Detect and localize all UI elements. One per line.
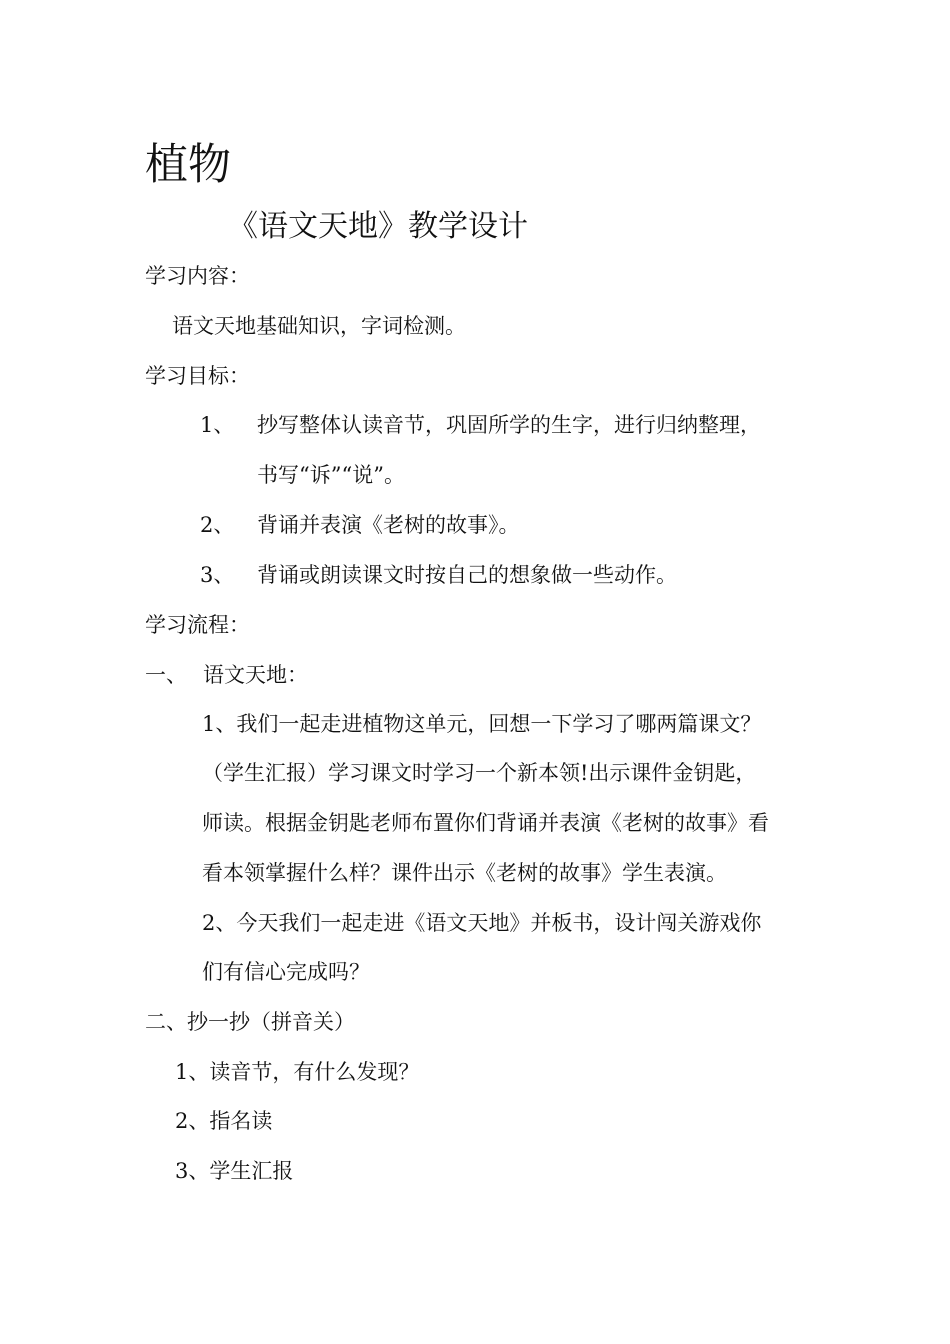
paragraph-line: （学生汇报）学习课文时学习一个新本领!出示课件金钥匙， [202, 761, 757, 785]
list-item: 2、指名读 [175, 1109, 273, 1133]
paragraph-line: 2、今天我们一起走进《语文天地》并板书，设计闯关游戏你 [202, 911, 762, 935]
section-number: 一、 [145, 663, 187, 687]
goal-number: 2、 [200, 513, 235, 537]
goal-text: 抄写整体认读音节，巩固所学的生字，进行归纳整理， [257, 413, 761, 437]
goal-text: 背诵或朗读课文时按自己的想象做一些动作。 [257, 563, 677, 587]
section-heading: 语文天地： [203, 663, 308, 687]
goal-number: 3、 [200, 563, 235, 587]
section-heading: 二、抄一抄（拼音关） [145, 1010, 355, 1034]
paragraph-line: 们有信心完成吗？ [202, 960, 370, 984]
paragraph-line: 师读。根据金钥匙老师布置你们背诵并表演《老树的故事》看 [202, 811, 769, 835]
document-subtitle: 《语文天地》教学设计 [228, 209, 528, 244]
paragraph-line: 看本领掌握什么样？课件出示《老树的故事》学生表演。 [202, 861, 727, 885]
process-label: 学习流程： [145, 613, 250, 637]
goal-number: 1、 [200, 413, 235, 437]
goals-label: 学习目标： [145, 364, 250, 388]
paragraph-line: 1、我们一起走进植物这单元，回想一下学习了哪两篇课文？ [202, 712, 762, 736]
goal-text: 背诵并表演《老树的故事》。 [257, 513, 520, 537]
page-title: 植物 [145, 140, 231, 190]
goal-text: 书写“诉”“说”。 [257, 463, 405, 487]
content-text: 语文天地基础知识，字词检测。 [172, 314, 466, 338]
list-item: 1、读音节，有什么发现？ [175, 1060, 420, 1084]
content-label: 学习内容： [145, 264, 250, 288]
list-item: 3、学生汇报 [175, 1159, 294, 1183]
